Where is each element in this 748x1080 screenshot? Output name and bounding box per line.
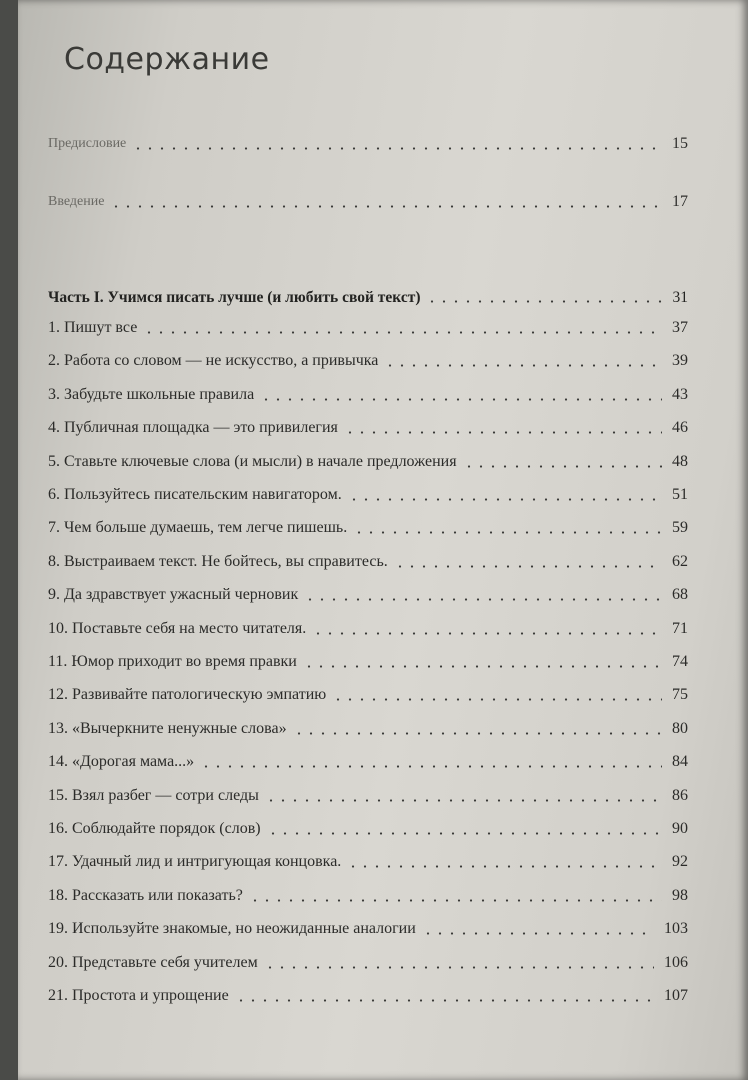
dot-leader — [426, 300, 662, 303]
toc-entry-chapter — [48, 919, 688, 939]
toc-entry-page: 51 — [672, 486, 688, 503]
toc-entry-title: 12. Развивайте патологическую эмпатию — [48, 686, 327, 703]
dot-leader — [344, 431, 662, 434]
toc-entry-title: 6. Пользуйтесь писательским навигатором. — [48, 486, 342, 503]
toc-entry-title: 19. Используйте знакомые, но неожиданные аналогии — [48, 920, 416, 937]
toc-entry-chapter — [48, 318, 688, 338]
toc-entry-chapter — [48, 886, 688, 906]
toc-entry-chapter — [48, 351, 688, 371]
toc-entry-page: 62 — [672, 553, 688, 570]
toc-entry-page: 92 — [672, 853, 688, 870]
dot-leader — [394, 565, 662, 568]
toc-entry-page: 98 — [672, 887, 688, 904]
toc-entry-title: 16. Соблюдайте порядок (слов) — [48, 820, 261, 837]
toc-entry-title: 21. Простота и упрощение — [48, 987, 229, 1004]
toc-part-heading — [48, 288, 688, 308]
toc-entry-page: 59 — [672, 519, 688, 536]
toc-entry-title: Введение — [48, 194, 105, 209]
dot-leader — [267, 832, 662, 835]
dot-leader — [249, 899, 662, 902]
toc-entry-title: Часть I. Учимся писать лучше (и любить свой текст) — [48, 289, 421, 306]
dot-leader — [332, 698, 662, 701]
toc-entry-title: 5. Ставьте ключевые слова (и мысли) в начале предложения — [48, 453, 457, 470]
dot-leader — [143, 331, 662, 334]
toc-entry-title: 3. Забудьте школьные правила — [48, 386, 255, 403]
dot-leader — [235, 999, 654, 1002]
dot-leader — [347, 865, 662, 868]
book-page — [18, 0, 748, 1080]
dot-leader — [384, 364, 662, 367]
toc-entry-page: 103 — [664, 920, 688, 937]
toc-entry-chapter — [48, 485, 688, 505]
toc-entry-chapter — [48, 552, 688, 572]
toc-entry-title: 7. Чем больше думаешь, тем легче пишешь. — [48, 519, 348, 536]
toc-entry-title: 14. «Дорогая мама...» — [48, 753, 195, 770]
dot-leader — [265, 799, 662, 802]
dot-leader — [312, 632, 662, 635]
toc-entry-page: 84 — [672, 753, 688, 770]
toc-entry-page: 80 — [672, 720, 688, 737]
dot-leader — [293, 732, 662, 735]
toc-entry-title: 8. Выстраиваем текст. Не бойтесь, вы справитесь. — [48, 553, 388, 570]
toc-entry-title: 20. Представьте себя учителем — [48, 954, 258, 971]
toc-entry-page: 86 — [672, 787, 688, 804]
dot-leader — [110, 205, 662, 208]
toc-entry-chapter — [48, 385, 688, 405]
toc-entry-chapter — [48, 986, 688, 1006]
toc-entry-chapter — [48, 452, 688, 472]
toc-entry-title: 13. «Вычеркните ненужные слова» — [48, 720, 287, 737]
toc-entry-title: 4. Публичная площадка — это привилегия — [48, 419, 338, 436]
dot-leader — [303, 665, 662, 668]
dot-leader — [422, 932, 654, 935]
toc-entry-page: 39 — [672, 352, 688, 369]
toc-entry-preface — [48, 134, 688, 154]
toc-entry-page: 90 — [672, 820, 688, 837]
toc-entry-chapter — [48, 585, 688, 605]
toc-entry-chapter — [48, 619, 688, 639]
dot-leader — [132, 147, 662, 150]
toc-entry-chapter — [48, 953, 688, 973]
toc-entry-title: 18. Рассказать или показать? — [48, 887, 243, 904]
toc-entry-page: 107 — [664, 987, 688, 1004]
toc-entry-chapter — [48, 719, 688, 739]
toc-entry-title: 10. Поставьте себя на место читателя. — [48, 620, 307, 637]
toc-entry-chapter — [48, 819, 688, 839]
toc-entry-page: 31 — [672, 289, 688, 306]
dot-leader — [304, 598, 662, 601]
toc-entry-page: 37 — [672, 319, 688, 336]
dot-leader — [353, 531, 662, 534]
toc-entry-title: 11. Юмор приходит во время правки — [48, 653, 297, 670]
toc-entry-chapter — [48, 652, 688, 672]
toc-entry-page: 17 — [672, 193, 688, 210]
toc-entry-page: 71 — [672, 620, 688, 637]
toc-entry-chapter — [48, 418, 688, 438]
toc-entry-page: 75 — [672, 686, 688, 703]
dot-leader — [264, 966, 654, 969]
toc-entry-title: 9. Да здравствует ужасный черновик — [48, 586, 299, 603]
toc-entry-page: 43 — [672, 386, 688, 403]
toc-entry-page: 48 — [672, 453, 688, 470]
toc-entry-introduction — [48, 192, 688, 212]
toc-entry-page: 15 — [672, 135, 688, 152]
toc-entry-chapter — [48, 685, 688, 705]
toc-entry-page: 46 — [672, 419, 688, 436]
toc-entry-chapter — [48, 752, 688, 772]
toc-entry-page: 68 — [672, 586, 688, 603]
toc-entry-title: 17. Удачный лид и интригующая концовка. — [48, 853, 342, 870]
toc-entry-page: 106 — [664, 954, 688, 971]
toc-entry-title: 1. Пишут все — [48, 319, 138, 336]
dot-leader — [463, 465, 662, 468]
dot-leader — [348, 498, 662, 501]
toc-entry-chapter — [48, 852, 688, 872]
toc-entry-chapter — [48, 786, 688, 806]
toc-entry-title: Предисловие — [48, 136, 127, 151]
toc-entry-chapter — [48, 518, 688, 538]
dot-leader — [260, 398, 662, 401]
toc-entry-title: 2. Работа со словом — не искусство, а привычка — [48, 352, 379, 369]
page-title: Содержание — [64, 42, 270, 77]
toc-entry-page: 74 — [672, 653, 688, 670]
toc-entry-title: 15. Взял разбег — сотри следы — [48, 787, 259, 804]
dot-leader — [200, 765, 662, 768]
